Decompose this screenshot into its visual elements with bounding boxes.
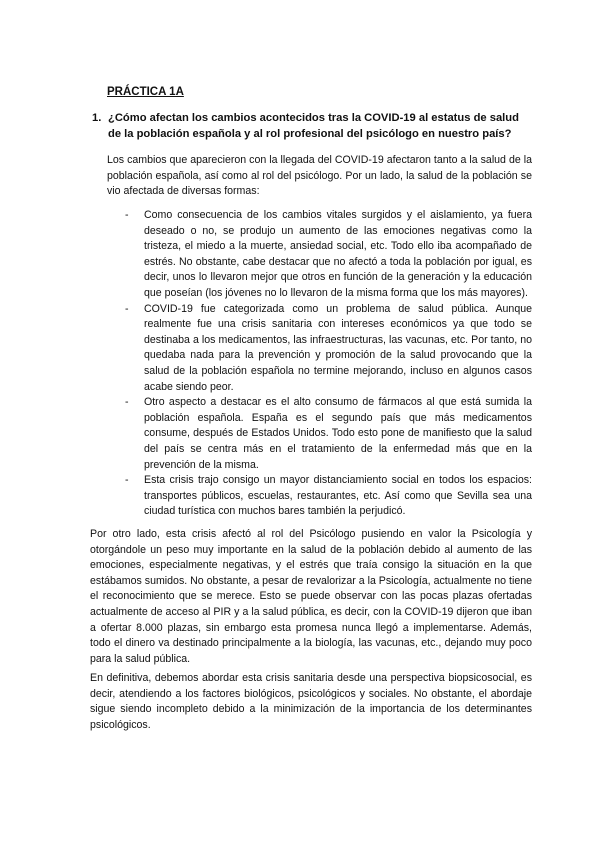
intro-paragraph: Los cambios que aparecieron con la llegada del COVID-19 afectaron tanto a la salud de la población española, así como al rol del psicólogo. Por un lado, la salud de la población se vio afectada de diversas formas: <box>107 154 532 198</box>
list-item-text: Otro aspecto a destacar es el alto consumo de fármacos al que está sumida la población española. España es el segundo país que más medicamentos consume, después de Estados Unidos. Todo esto pone de manifiesto que la salud del país se centra más en el tratamiento de la enfermedad más que en la prevención de la misma. <box>144 396 532 471</box>
list-item <box>125 208 532 302</box>
document-title: PRÁCTICA 1A <box>107 86 184 98</box>
list-item <box>125 302 532 396</box>
body-paragraph-psychologist-role: Por otro lado, esta crisis afectó al rol del Psicólogo pusiendo en valor la Psicología y otorgándole un peso muy importante en la salud de la población debido al aumento de las emociones, especialmente negativas, y el estrés que traía consigo la situación en la que estábamos sumidos. No obstante, a pesar de revalorizar a la Psicología, actualmente no tiene el reconocimiento que se merece. Esto se puede observar con las pocas plazas ofertadas actualmente de acceso al PIR y a la salud pública, es decir, con la COVID-19 dijeron que iban a ofertar 8.000 plazas, sin embargo esta promesa nunca llegó a implementarse. Además, todo el dinero va destinado principalmente a la biología, las vacunas, etc., dejando muy poco para la salud pública. <box>90 528 532 665</box>
bullet-dash: - <box>125 474 129 487</box>
question-number: 1. <box>92 112 102 124</box>
list-item-text: Esta crisis trajo consigo un mayor distanciamiento social en todos los espacios: transportes públicos, escuelas, restaurantes, etc. Así como que Sevilla sea una ciudad turística con muchos bares también la perjudicó. <box>144 474 532 518</box>
bullet-dash: - <box>125 396 129 409</box>
list-item <box>125 395 532 473</box>
bullet-dash: - <box>125 302 129 315</box>
list-item-text: Como consecuencia de los cambios vitales surgidos y el aislamiento, ya fuera deseado o no, se produjo un aumento de las emociones negativas como la tristeza, el miedo a la muerte, ansiedad social, etc. Todo ello iba acompañado de estrés. No obstante, cabe destacar que no afectó a toda la población por igual, es decir, unos lo llevaron mejor que otros en función de la generación y la educación que poseían (los jóvenes no lo llevaron de la misma forma que los más mayores). <box>144 209 532 299</box>
effects-list <box>125 208 532 520</box>
body-paragraph-conclusion: En definitiva, debemos abordar esta crisis sanitaria desde una perspectiva biopsicosocial, es decir, atendiendo a los factores biológicos, psicológicos y sociales. No obstante, el abordaje sigue siendo incompleto debido a la minimización de la importancia de los determinantes psicológicos. <box>90 672 532 731</box>
bullet-dash: - <box>125 209 129 221</box>
list-item <box>125 473 532 520</box>
question-heading <box>92 110 532 142</box>
question-text: ¿Cómo afectan los cambios acontecidos tras la COVID-19 al estatus de salud de la población española y al rol profesional del psicólogo en nuestro país? <box>108 112 519 140</box>
list-item-text: COVID-19 fue categorizada como un problema de salud pública. Aunque realmente fue una crisis sanitaria con intereses económicos ya que todo se destinaba a los medicamentos, las infraestructuras, las vacunas, etc. Por tanto, no quedaba nada para la prevención y promoción de la salud provocando que la salud de la población española no termine mejorando, incluso en algunos casos acabe siendo peor. <box>144 302 532 393</box>
